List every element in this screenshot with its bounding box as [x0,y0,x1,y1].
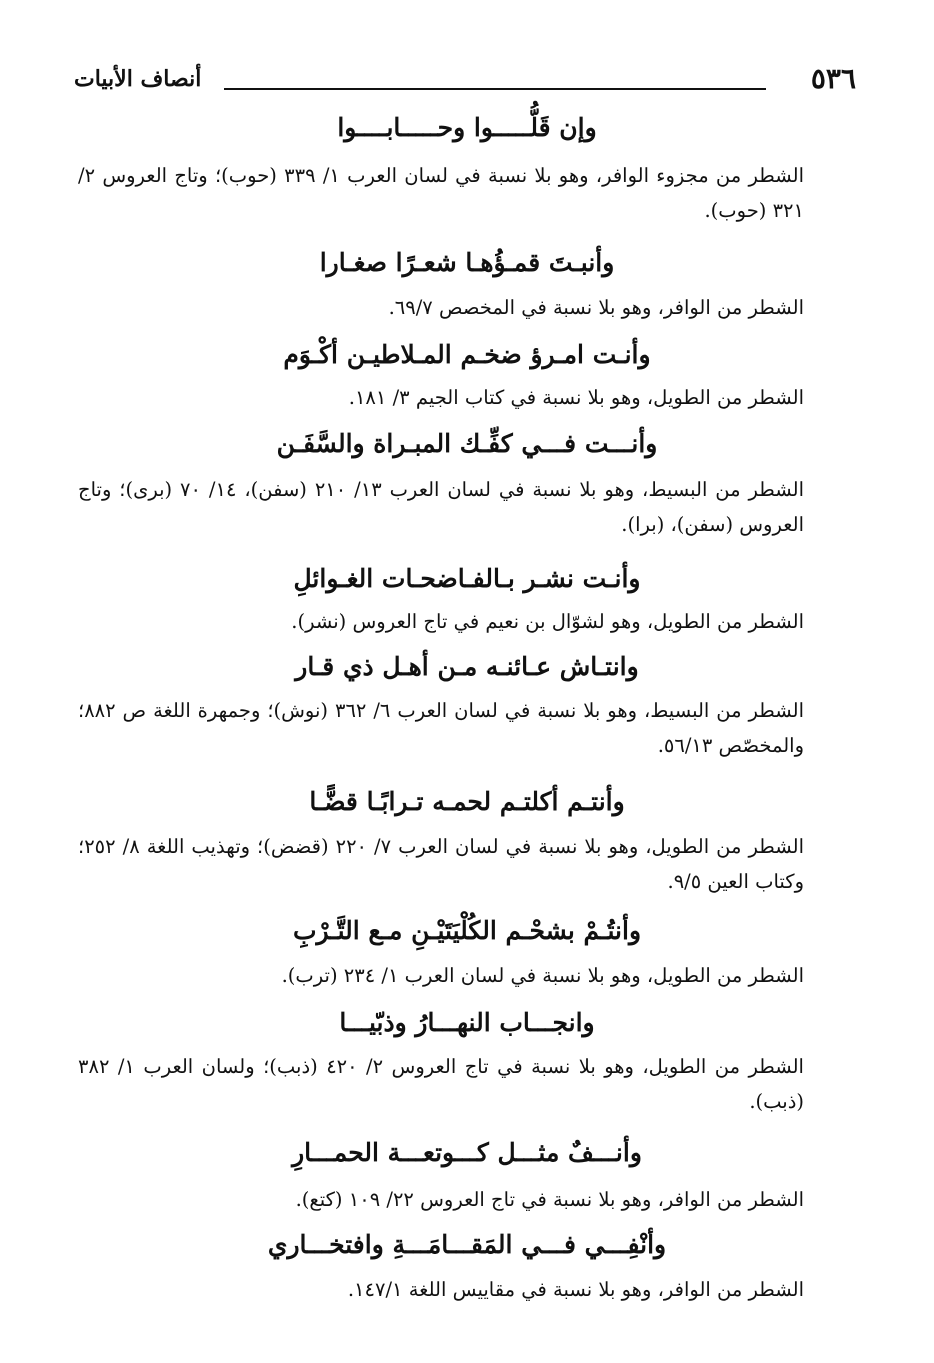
verse-line: وأنـــفٌ مثـــل كـــوتعـــة الحمـــارِ [292,1138,642,1167]
verse-note: الشطر من الطويل، وهو بلا نسبة في كتاب الجيم ٣/ ١٨١. [348,386,804,409]
verse-line: وأنـــت فـــي كفِّـك المبـراة والسَّفَـن [276,429,658,458]
page-header [74,58,856,98]
verse-note: الشطر من الطويل، وهو بلا نسبة في تاج العروس ٢/ ٤٢٠ (ذبب)؛ ولسان العرب ١/ ٣٨٢ (ذبب). [78,1055,804,1113]
verse-note: الشطر من الطويل، وهو لشوّال بن نعيم في تاج العروس (نشر). [291,610,804,633]
page-number: ٥٣٦ [810,62,856,95]
verse-line: وأنـت نشـر بـالفـاضحـات الغـوائلِ [293,564,641,593]
verse-line: وإن قَلُّـــــوا وحـــــابــــوا [337,113,597,142]
verse-note: الشطر من الطويل، وهو بلا نسبة في لسان العرب ٧/ ٢٢٠ (قضض)؛ وتهذيب اللغة ٨/ ٢٥٢؛ وكتاب العين ٩/٥. [78,835,804,893]
verse-note: الشطر من الوافر، وهو بلا نسبة في تاج العروس ٢٢/ ١٠٩ (كتع). [295,1188,804,1211]
verse-note: الشطر من الوافر، وهو بلا نسبة في مقاييس اللغة ١٤٧/١. [347,1278,804,1301]
verse-line: وأنْفِـــي فـــي المَقـــامَـــةِ وافتخـــاري [267,1230,667,1259]
verse-note: الشطر من البسيط، وهو بلا نسبة في لسان العرب ١٣/ ٢١٠ (سفن)، ١٤/ ٧٠ (برى)؛ وتاج العروس (سفن)، (برا). [78,478,804,536]
verse-line: وانجـــاب النهـــارُ وذبّيـــا [339,1008,595,1037]
verse-line: وأنتُـمْ بشحْـم الكُلْيَتَيْـنِ مـع التَّـرْبِ [292,916,642,945]
verse-line: وأنتـم أكلتـم لحمـه تـرابًـا قضًّـا [309,787,625,816]
verse-note: الشطر من الوافر، وهو بلا نسبة في المخصص ٦٩/٧. [388,296,804,319]
verse-note: الشطر من الطويل، وهو بلا نسبة في لسان العرب ١/ ٢٣٤ (ترب). [281,964,804,987]
running-title: أنصاف الأبيات [74,66,202,92]
verse-line: وأنبـتَ قمـؤُهـا شعـرًا صغـارا [319,248,615,277]
header-rule [224,88,766,90]
verse-note: الشطر من مجزوء الوافر، وهو بلا نسبة في لسان العرب ١/ ٣٣٩ (حوب)؛ وتاج العروس ٢/ ٣٢١ (حوب). [78,164,804,222]
verse-line: وأنـت امـرؤ ضخـم المـلاطيـن أكْـوَم [283,340,651,369]
verse-note: الشطر من البسيط، وهو بلا نسبة في لسان العرب ٦/ ٣٦٢ (نوش)؛ وجمهرة اللغة ص ٨٨٢؛ والمخصّص ٥٦/١٣. [78,699,805,757]
verse-line: وانتـاش عـائنـه مـن أهـل ذي قـار [295,652,639,681]
